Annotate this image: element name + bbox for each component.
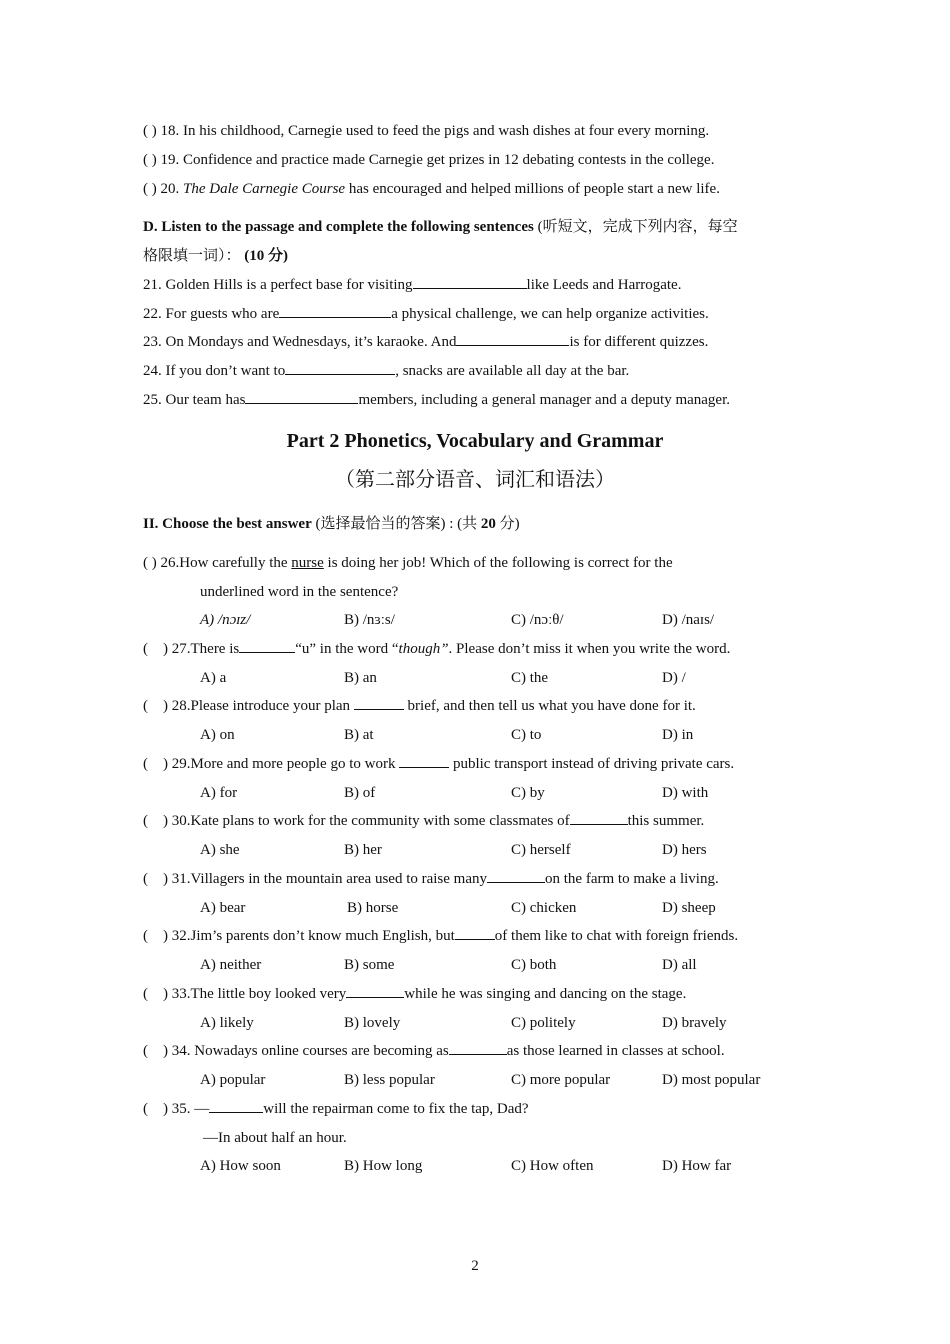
- answer-blank[interactable]: [346, 984, 404, 998]
- question-text-cont: while he was singing and dancing on the stage.: [404, 986, 687, 1002]
- question-text: ) 31.Villagers in the mountain area used to raise many: [163, 871, 488, 887]
- fill-text-after: members, including a general manager and a deputy manager.: [358, 392, 731, 408]
- question-text: ) 35. —: [163, 1101, 210, 1117]
- answer-blank[interactable]: [209, 1099, 263, 1113]
- fill-text-before: 21. Golden Hills is a perfect base for visiting: [143, 277, 413, 293]
- mc-item-28: [143, 696, 696, 716]
- option-c[interactable]: C) politely: [511, 1015, 576, 1031]
- page-number: 2: [471, 1258, 479, 1274]
- question-text-end: . Please don’t miss it when you write the word.: [448, 641, 731, 657]
- question-text-cont: “u” in the word “: [295, 641, 399, 657]
- option-b[interactable]: B) at: [344, 727, 374, 743]
- question-text-cont: will the repairman come to fix the tap, Dad?: [263, 1101, 529, 1117]
- course-title: The Dale Carnegie Course: [183, 181, 346, 197]
- mc-item-26-line2: underlined word in the sentence?: [200, 584, 399, 600]
- option-c[interactable]: C) /nɔːθ/: [511, 612, 564, 628]
- option-a[interactable]: A) How soon: [200, 1158, 281, 1174]
- section-d-score: (10 分): [244, 248, 289, 264]
- mc-item-30: [143, 811, 704, 831]
- answer-blank[interactable]: [245, 390, 358, 404]
- option-b[interactable]: B) of: [344, 785, 376, 801]
- option-a[interactable]: A) bear: [200, 900, 246, 916]
- mc-item-34: [143, 1041, 725, 1061]
- option-b[interactable]: B) /nɜːs/: [344, 612, 395, 628]
- option-b[interactable]: B) horse: [347, 900, 399, 916]
- fill-item-24: [143, 361, 629, 381]
- option-c[interactable]: C) herself: [511, 842, 571, 858]
- answer-paren[interactable]: (: [143, 698, 148, 714]
- section-ii-score: 20: [480, 516, 496, 532]
- tf-item-18: [143, 121, 709, 141]
- fill-text-after: , snacks are available all day at the bar.: [395, 363, 630, 379]
- option-d[interactable]: D) How far: [662, 1158, 732, 1174]
- mc-item-29: [143, 754, 734, 774]
- section-d-note-2: 格限填一词）：: [143, 248, 241, 264]
- answer-paren[interactable]: ( ): [143, 555, 157, 571]
- item-number: 20.: [160, 181, 180, 197]
- option-a[interactable]: A) a: [200, 670, 227, 686]
- answer-blank[interactable]: [354, 696, 404, 710]
- option-d[interactable]: D) /naɪs/: [662, 612, 715, 628]
- question-text-cont: brief, and then tell us what you have done for it.: [407, 698, 696, 714]
- answer-paren[interactable]: (: [143, 756, 148, 772]
- question-text: ) 30.Kate plans to work for the community with some classmates of: [163, 813, 570, 829]
- option-c[interactable]: C) by: [511, 785, 545, 801]
- option-b[interactable]: B) her: [344, 842, 382, 858]
- fill-item-22: [143, 304, 709, 324]
- fill-text-before: 25. Our team has: [143, 392, 246, 408]
- fill-text-after: is for different quizzes.: [569, 334, 709, 350]
- question-text: ) 33.The little boy looked very: [163, 986, 347, 1002]
- option-a[interactable]: A) on: [200, 727, 235, 743]
- answer-paren[interactable]: ( ): [143, 181, 157, 197]
- option-d[interactable]: D) hers: [662, 842, 707, 858]
- option-b[interactable]: B) lovely: [344, 1015, 401, 1031]
- option-d[interactable]: D) sheep: [662, 900, 716, 916]
- question-text: ) 32.Jim’s parents don’t know much English, but: [163, 928, 455, 944]
- answer-paren[interactable]: (: [143, 928, 148, 944]
- tf-item-20: [143, 179, 720, 199]
- option-text: A) /nɔɪz/: [200, 612, 251, 628]
- answer-paren[interactable]: (: [143, 813, 148, 829]
- answer-paren[interactable]: (: [143, 641, 148, 657]
- option-a[interactable]: A) for: [200, 785, 238, 801]
- question-text: ) 28.Please introduce your plan: [163, 698, 351, 714]
- option-a[interactable]: A) likely: [200, 1015, 254, 1031]
- option-c[interactable]: C) both: [511, 957, 557, 973]
- answer-paren[interactable]: (: [143, 871, 148, 887]
- fill-text-before: 24. If you don’t want to: [143, 363, 286, 379]
- option-c[interactable]: C) more popular: [511, 1072, 611, 1088]
- mc-item-35: [143, 1099, 529, 1119]
- answer-blank[interactable]: [239, 639, 295, 653]
- fill-item-21: [143, 275, 681, 295]
- option-c[interactable]: C) the: [511, 670, 549, 686]
- section-d-heading-cont: [143, 246, 288, 266]
- answer-blank[interactable]: [455, 926, 495, 940]
- tf-item-19: [143, 150, 714, 170]
- option-a[interactable]: A) neither: [200, 957, 262, 973]
- answer-paren[interactable]: (: [143, 986, 148, 1002]
- option-d[interactable]: D) all: [662, 957, 697, 973]
- option-d[interactable]: D) most popular: [662, 1072, 761, 1088]
- answer-paren[interactable]: (: [143, 1101, 148, 1117]
- option-a[interactable]: [200, 610, 250, 630]
- option-b[interactable]: B) less popular: [344, 1072, 435, 1088]
- section-ii-heading: [143, 514, 520, 534]
- answer-blank[interactable]: [413, 275, 527, 289]
- question-text: ) 29.More and more people go to work: [163, 756, 396, 772]
- underlined-word: nurse: [291, 555, 324, 571]
- option-d[interactable]: D) /: [662, 670, 686, 686]
- statement-text: has encouraged and helped millions of people start a new life.: [348, 181, 720, 197]
- option-a[interactable]: A) popular: [200, 1072, 266, 1088]
- fill-text-after: a physical challenge, we can help organize activities.: [391, 306, 709, 322]
- answer-paren[interactable]: (: [143, 1043, 148, 1059]
- question-text-cont: on the farm to make a living.: [545, 871, 719, 887]
- section-d-heading: [143, 217, 738, 237]
- answer-blank[interactable]: [570, 811, 628, 825]
- answer-blank[interactable]: [487, 869, 545, 883]
- mc-item-31: [143, 869, 719, 889]
- answer-blank[interactable]: [285, 361, 395, 375]
- dialogue-reply: —In about half an hour.: [203, 1130, 347, 1146]
- section-ii-title: II. Choose the best answer: [143, 516, 312, 532]
- option-d[interactable]: D) bravely: [662, 1015, 727, 1031]
- question-text-cont: of them like to chat with foreign friends.: [494, 928, 739, 944]
- question-text: ) 27.There is: [163, 641, 240, 657]
- answer-blank[interactable]: [279, 304, 391, 318]
- answer-paren[interactable]: ( ): [143, 152, 157, 168]
- fill-item-23: [143, 332, 708, 352]
- fill-item-25: [143, 390, 730, 410]
- section-d-title: D. Listen to the passage and complete the following sentences: [143, 219, 534, 235]
- answer-paren[interactable]: ( ): [143, 123, 157, 139]
- italic-word: though”: [398, 641, 449, 657]
- question-text-cont: this summer.: [627, 813, 705, 829]
- mc-item-27: [143, 639, 730, 659]
- statement-text: 18. In his childhood, Carnegie used to feed the pigs and wash dishes at four every morning.: [160, 123, 710, 139]
- option-c[interactable]: C) How often: [511, 1158, 594, 1174]
- fill-text-before: 23. On Mondays and Wednesdays, it’s karaoke. And: [143, 334, 457, 350]
- fill-text-after: like Leeds and Harrogate.: [526, 277, 682, 293]
- answer-blank[interactable]: [399, 754, 449, 768]
- option-c[interactable]: C) chicken: [511, 900, 577, 916]
- mc-item-33: [143, 984, 686, 1004]
- mc-item-32: [143, 926, 738, 946]
- option-d[interactable]: D) in: [662, 727, 694, 743]
- mc-item-26: [143, 553, 673, 573]
- part2-subtitle: （第二部分语音、词汇和语法）: [335, 467, 615, 491]
- question-text: ) 34. Nowadays online courses are becoming as: [163, 1043, 449, 1059]
- section-ii-note: (选择最恰当的答案) : (共: [315, 516, 478, 532]
- part2-title: Part 2 Phonetics, Vocabulary and Grammar: [286, 430, 664, 452]
- answer-blank[interactable]: [456, 332, 569, 346]
- option-d[interactable]: D) with: [662, 785, 709, 801]
- question-text-cont: public transport instead of driving private cars.: [452, 756, 735, 772]
- section-d-note: (听短文，完成下列内容，每空: [537, 219, 738, 235]
- fill-text-before: 22. For guests who are: [143, 306, 280, 322]
- statement-text: 19. Confidence and practice made Carnegie get prizes in 12 debating contests in the college.: [160, 152, 715, 168]
- answer-blank[interactable]: [449, 1041, 507, 1055]
- option-b[interactable]: B) some: [344, 957, 395, 973]
- option-b[interactable]: B) an: [344, 670, 377, 686]
- question-text: 26.How carefully the: [160, 555, 288, 571]
- option-c[interactable]: C) to: [511, 727, 542, 743]
- question-text-cont: as those learned in classes at school.: [506, 1043, 725, 1059]
- question-text-cont: is doing her job! Which of the following is correct for the: [327, 555, 673, 571]
- option-a[interactable]: A) she: [200, 842, 240, 858]
- section-ii-unit: 分): [499, 516, 520, 532]
- option-b[interactable]: B) How long: [344, 1158, 423, 1174]
